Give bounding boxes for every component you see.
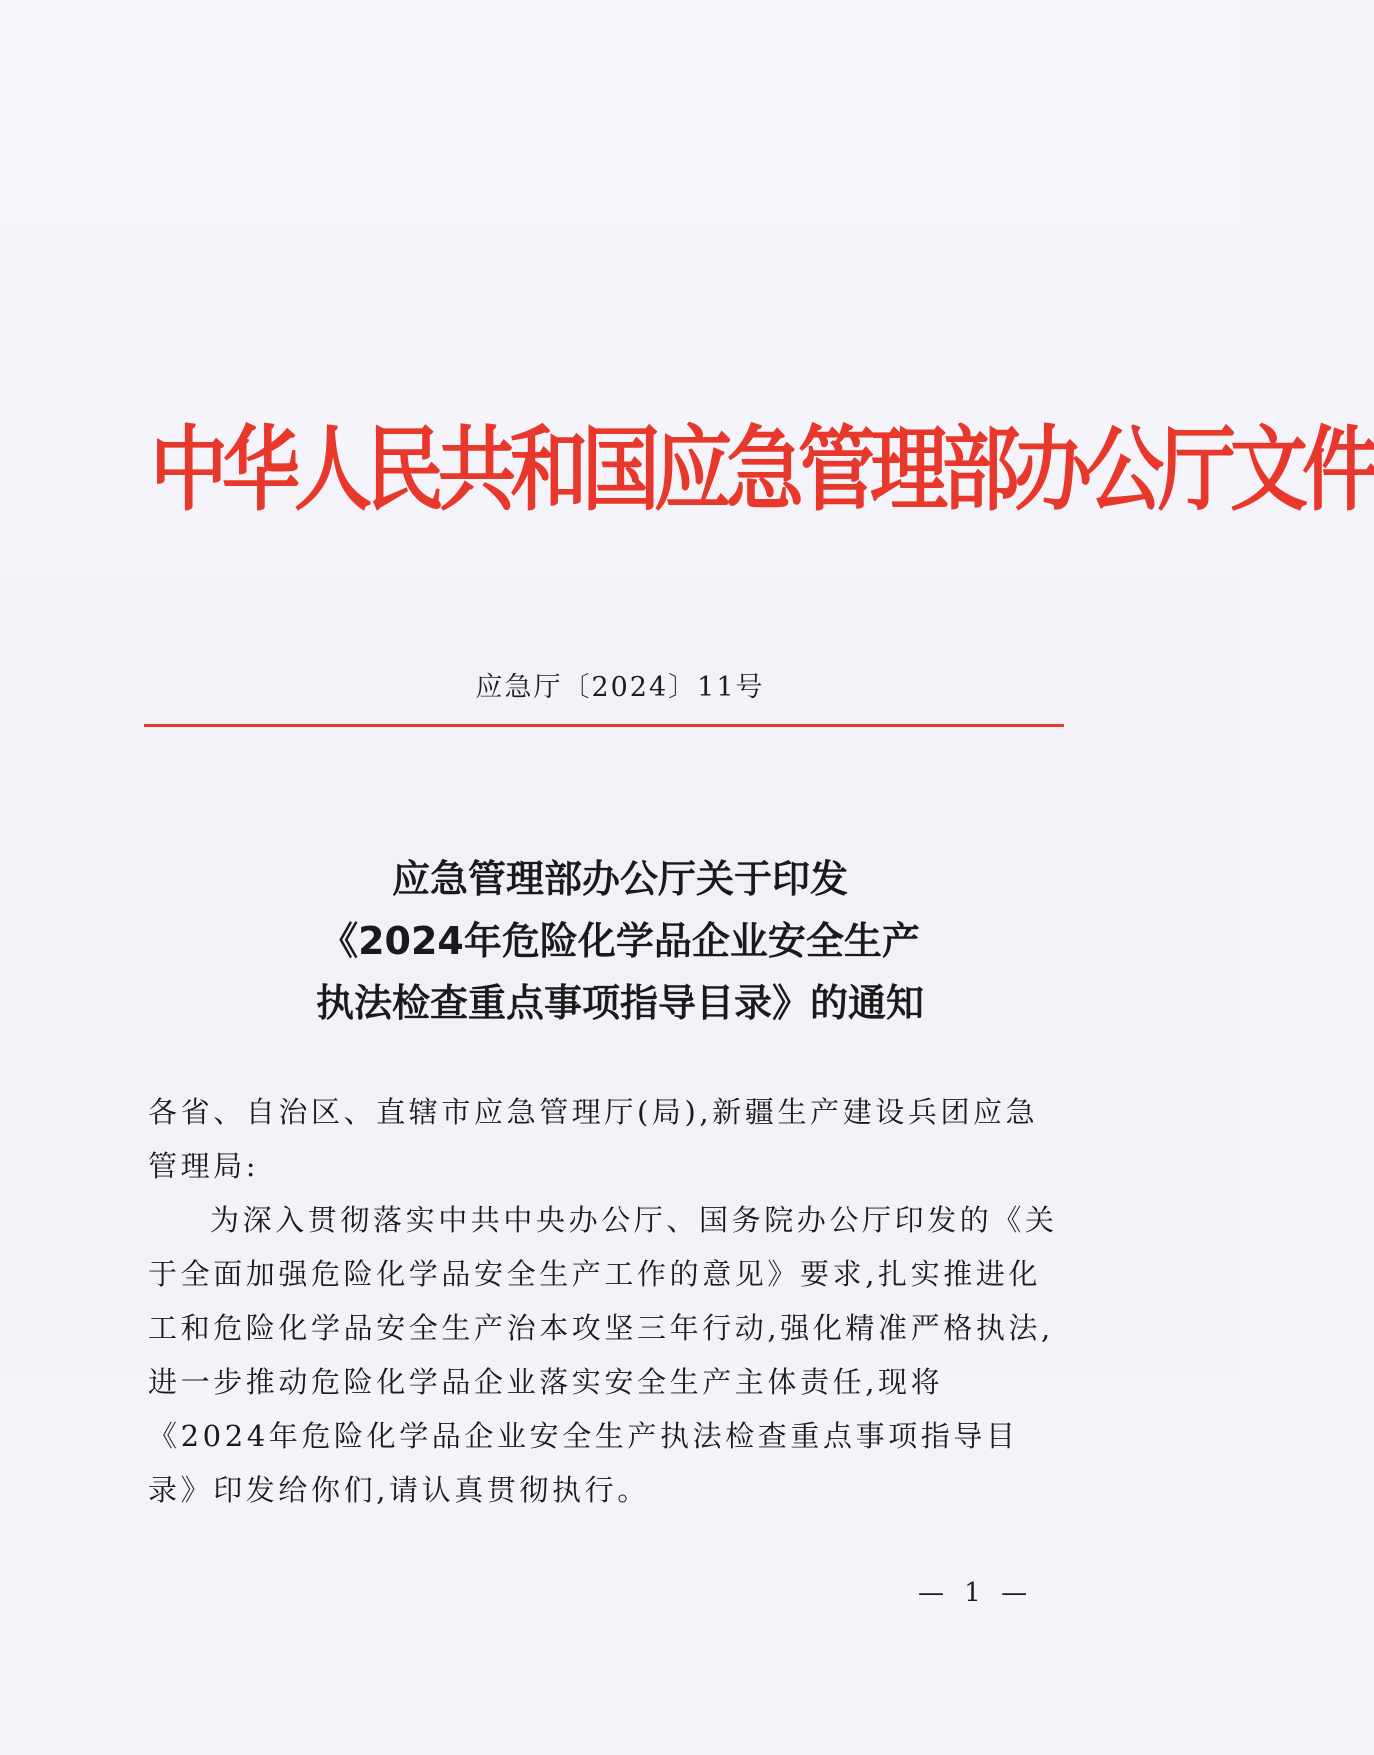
red-separator-line [144,724,1064,727]
title-line-1: 应急管理部办公厅关于印发 [391,857,848,901]
addressee-paragraph: 各省、自治区、直辖市应急管理厅(局),新疆生产建设兵团应急管理局: [148,1095,1039,1183]
issuer-header-title: 中华人民共和国应急管理部办公厅文件 [150,417,1374,525]
document-number: 应急厅〔2024〕11号 [475,672,765,703]
document-body [148,1085,1060,1517]
page-number: — 1 — [918,1578,1034,1608]
title-line-3: 执法检查重点事项指导目录》的通知 [315,981,924,1025]
document-title [0,848,1240,1034]
body-paragraph-1: 为深入贯彻落实中共中央办公厅、国务院办公厅印发的《关于全面加强危险化学品安全生产工作的意见》要求,扎实推进化工和危险化学品安全生产治本攻坚三年行动,强化精准严格执法,进一步推动危险化学品企业落实安全生产主体责任,现将《2024年危险化学品企业安全生产执法检查重点事项指导目录》印发给你们,请认真贯彻执行。 [148,1203,1058,1507]
title-line-2: 《2024年危险化学品企业安全生产 [320,919,920,963]
